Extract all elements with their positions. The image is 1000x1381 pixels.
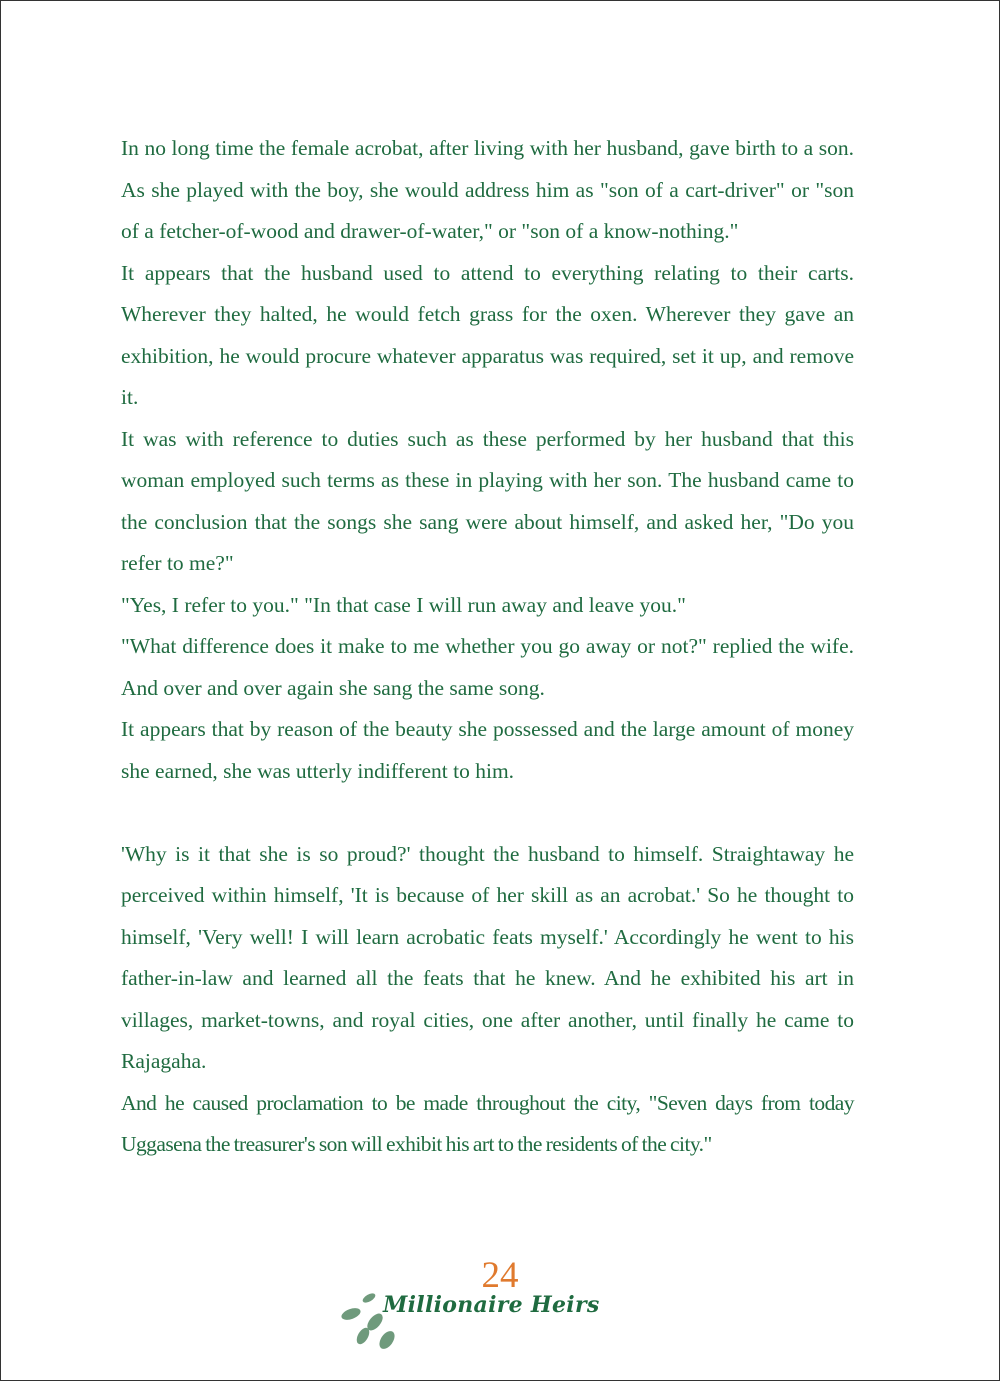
paragraph: It appears that the husband used to attend to everything relating to their carts. Wherever they halted, he would fetch grass for the oxen. Wherever they gave an exhibition, he would procure whatever apparatus was required, set it up, and remove it. (121, 260, 854, 409)
paragraph: "Yes, I refer to you." "In that case I will run away and leave you." (121, 592, 686, 617)
paragraph: 'Why is it that she is so proud?' thought the husband to himself. Straightaway he perceived within himself, 'It is because of her skill as an acrobat.' So he thought to himself, 'Very well! I will learn acrobatic feats myself.' Accordingly he went to his father-in-law and learned all the feats that he knew. And he exhibited his art in villages, market-towns, and royal cities, one after another, until finally he came to Rajagaha. (121, 841, 854, 1073)
paragraph-gap (121, 792, 854, 834)
paragraph: "What difference does it make to me whether you go away or not?" replied the wife. And over and over again she sang the same song. (121, 634, 854, 700)
page-footer (1, 1256, 999, 1366)
paragraph: In no long time the female acrobat, after living with her husband, gave birth to a son. As she played with the boy, she would address him as "son of a cart-driver" or "son of a fetcher-of-wood and drawer-of-water," or "son of a know-nothing." (121, 136, 854, 243)
body-text (121, 128, 854, 1166)
brand-title: Millionaire Heirs (383, 1292, 600, 1318)
paragraph: It was with reference to duties such as these performed by her husband that this woman employed such terms as these in playing with her son. The husband came to the conclusion that the songs she sang were about himself, and asked her, "Do you refer to me?" (121, 426, 854, 575)
page-number: 24 (481, 1255, 519, 1296)
paragraph: And he caused proclamation to be made throughout the city, "Seven days from today Uggasena the treasurer's son will exhibit his art to the residents of the city." (121, 1090, 854, 1156)
paragraph: It appears that by reason of the beauty she possessed and the large amount of money she earned, she was utterly indifferent to him. (121, 717, 854, 783)
